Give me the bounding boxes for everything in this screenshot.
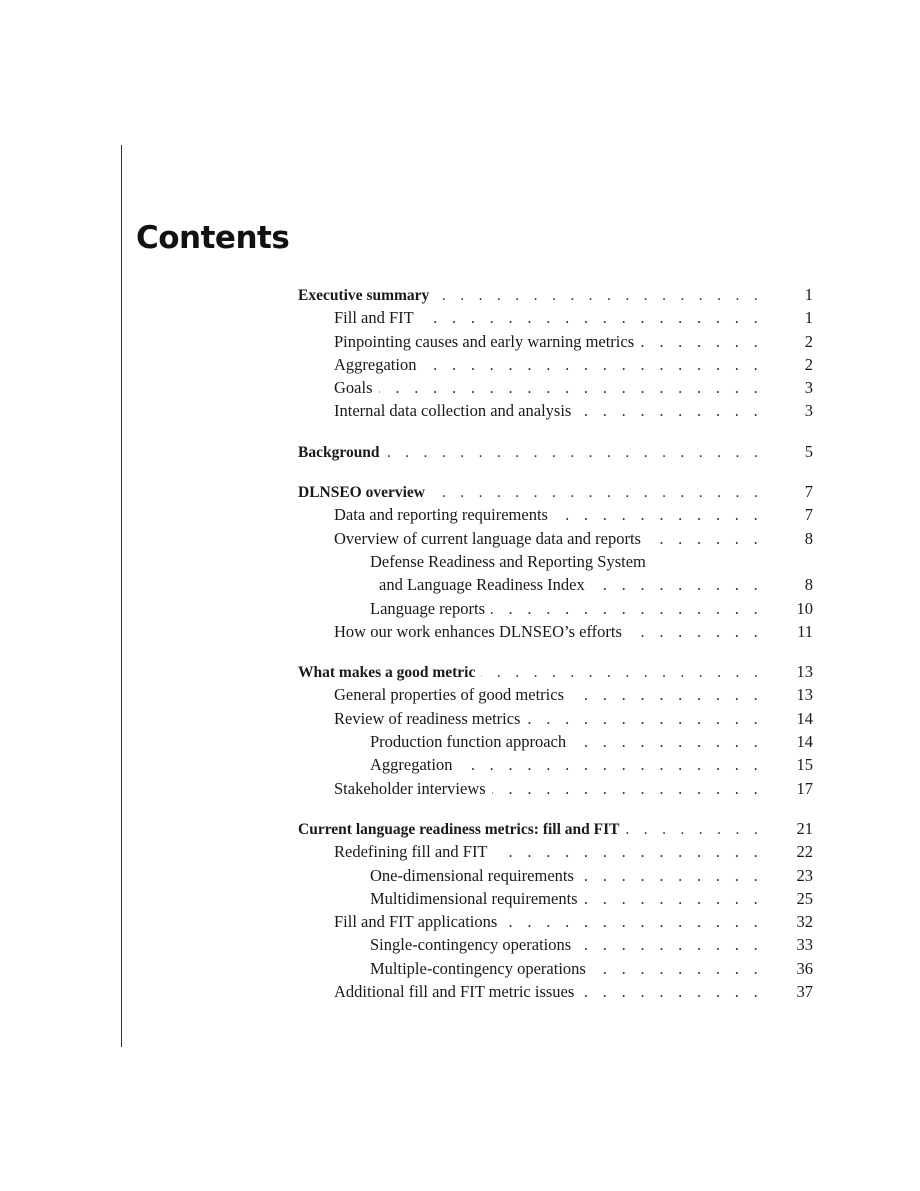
toc-page-number: 11 xyxy=(797,621,813,641)
dot-leader xyxy=(570,683,763,706)
toc-page-number: 5 xyxy=(804,441,813,461)
toc-entry-title: One-dimensional requirements xyxy=(370,865,574,885)
toc-entry-title: Language reports xyxy=(370,598,485,618)
toc-entry-title: What makes a good metric xyxy=(298,664,476,682)
dot-leader xyxy=(580,980,763,1003)
dot-leader xyxy=(422,353,763,376)
toc-entry-language-reports[interactable] xyxy=(298,597,813,620)
toc-entry-title: Defense Readiness and Reporting System xyxy=(370,551,646,571)
toc-entry-title: Executive summary xyxy=(298,287,430,304)
toc-entry-current-metrics[interactable] xyxy=(298,817,813,840)
dot-leader xyxy=(503,910,763,933)
toc-entry-title: Multiple-contingency operations xyxy=(370,958,586,978)
toc-entry-title: Single-contingency operations xyxy=(370,935,572,955)
toc-page-number: 3 xyxy=(804,401,813,421)
toc-page-number: 13 xyxy=(796,685,813,705)
toc-entry-title: Overview of current language data and reports xyxy=(334,528,641,548)
toc-page-number: 8 xyxy=(804,575,813,595)
toc-entry-title: Background xyxy=(298,443,380,461)
toc-page-number: 1 xyxy=(804,285,813,304)
toc-entry-background[interactable] xyxy=(298,440,813,463)
toc-entry-fill-and-fit[interactable] xyxy=(298,306,813,329)
toc-entry-dlnseo-overview[interactable] xyxy=(298,480,813,503)
toc-entry-fill-fit-applications[interactable] xyxy=(298,910,813,933)
toc-entry-title: Multidimensional requirements xyxy=(370,888,578,908)
toc-entry-production-function[interactable] xyxy=(298,730,813,753)
toc-entry-pinpointing-causes[interactable] xyxy=(298,330,813,353)
margin-rule xyxy=(121,145,122,1047)
dot-leader xyxy=(458,753,763,776)
toc-entry-additional-issues[interactable] xyxy=(298,980,813,1003)
toc-entry-title: Fill and FIT xyxy=(334,308,414,328)
toc-section-good-metric xyxy=(298,660,813,800)
toc-entry-title: Goals xyxy=(334,378,373,398)
toc-entry-stakeholder-interviews[interactable] xyxy=(298,777,813,800)
toc-page-number: 2 xyxy=(804,331,813,351)
toc-entry-title: Stakeholder interviews xyxy=(334,778,486,798)
toc-entry-goals[interactable] xyxy=(298,376,813,399)
toc-entry-title: and Language Readiness Index xyxy=(379,575,585,595)
dot-leader xyxy=(431,481,763,504)
toc-entry-title: Aggregation xyxy=(370,755,453,775)
toc-page-number: 3 xyxy=(804,378,813,398)
dot-leader xyxy=(554,503,763,526)
dot-leader xyxy=(435,284,763,307)
dot-leader xyxy=(577,399,763,422)
toc-page-number: 21 xyxy=(796,818,813,838)
toc-page-number: 23 xyxy=(796,865,813,885)
toc-page-number: 22 xyxy=(796,842,813,862)
toc-entry-title: Current language readiness metrics: fill and FIT xyxy=(298,820,620,838)
toc-entry-title: DLNSEO overview xyxy=(298,484,426,502)
toc-page-number: 25 xyxy=(796,888,813,908)
dot-leader xyxy=(577,933,763,956)
toc-entry-title: Fill and FIT applications xyxy=(334,912,498,932)
toc-entry-title: Aggregation xyxy=(334,354,417,374)
toc-entry-defense-readiness[interactable] xyxy=(298,550,813,573)
toc-page-number: 17 xyxy=(796,778,813,798)
toc-page-number: 2 xyxy=(804,354,813,374)
toc-section-background xyxy=(298,440,813,463)
dot-leader xyxy=(647,527,763,550)
toc-entry-redefining-fill-fit[interactable] xyxy=(298,840,813,863)
toc-page-number: 7 xyxy=(804,505,813,525)
toc-page-number: 8 xyxy=(804,528,813,548)
toc-entry-aggregation-sub[interactable] xyxy=(298,753,813,776)
toc-section-current-metrics xyxy=(298,817,813,1003)
dot-leader xyxy=(591,573,763,596)
toc-page-number: 15 xyxy=(796,755,813,775)
dot-leader xyxy=(420,306,763,329)
toc-entry-single-contingency[interactable] xyxy=(298,933,813,956)
toc-entry-title: Pinpointing causes and early warning metrics xyxy=(334,331,635,351)
toc-page-number: 14 xyxy=(796,708,813,728)
dot-leader xyxy=(379,376,764,399)
toc-entry-overview-language-data[interactable] xyxy=(298,527,813,550)
dot-leader xyxy=(584,887,763,910)
toc-entry-how-our-work-enhances[interactable] xyxy=(298,620,813,643)
toc-page-number: 1 xyxy=(804,308,813,328)
toc-entry-title: Additional fill and FIT metric issues xyxy=(334,982,575,1002)
toc-entry-internal-data-collection[interactable] xyxy=(298,399,813,422)
toc-page-number: 37 xyxy=(796,982,813,1002)
toc-entry-title: Data and reporting requirements xyxy=(334,505,548,525)
toc-page-number: 36 xyxy=(796,958,813,978)
toc-entry-language-readiness-index[interactable] xyxy=(298,573,813,596)
toc-page-number: 33 xyxy=(796,935,813,955)
dot-leader xyxy=(494,840,763,863)
dot-leader xyxy=(492,777,763,800)
toc-entry-good-metric[interactable] xyxy=(298,660,813,683)
toc-page-number: 32 xyxy=(796,912,813,932)
toc-entry-aggregation[interactable] xyxy=(298,353,813,376)
toc-entry-data-and-reporting[interactable] xyxy=(298,503,813,526)
toc-entry-title: General properties of good metrics xyxy=(334,685,565,705)
toc-entry-one-dimensional[interactable] xyxy=(298,864,813,887)
page-title: Contents xyxy=(136,220,290,256)
dot-leader xyxy=(572,730,763,753)
table-of-contents xyxy=(298,283,813,1020)
toc-entry-executive-summary[interactable] xyxy=(298,283,813,306)
toc-page-number: 13 xyxy=(796,662,813,682)
dot-leader xyxy=(386,441,763,464)
dot-leader xyxy=(580,864,763,887)
toc-entry-title: Production function approach xyxy=(370,732,567,752)
toc-page-number: 14 xyxy=(796,732,813,752)
toc-entry-general-properties[interactable] xyxy=(298,683,813,706)
toc-section-dlnseo-overview xyxy=(298,480,813,643)
toc-page-number: 10 xyxy=(796,598,813,618)
toc-entry-title: Internal data collection and analysis xyxy=(334,401,572,421)
dot-leader xyxy=(491,597,763,620)
toc-entry-multidimensional[interactable] xyxy=(298,887,813,910)
dot-leader xyxy=(640,330,763,353)
toc-entry-title: How our work enhances DLNSEO’s efforts xyxy=(334,621,622,641)
dot-leader xyxy=(625,818,763,841)
toc-section-executive-summary xyxy=(298,283,813,423)
dot-leader xyxy=(481,661,763,684)
toc-entry-multiple-contingency[interactable] xyxy=(298,957,813,980)
dot-leader xyxy=(592,957,763,980)
dot-leader xyxy=(526,707,763,730)
dot-leader xyxy=(628,620,763,643)
toc-entry-title: Review of readiness metrics xyxy=(334,708,521,728)
toc-entry-title: Redefining fill and FIT xyxy=(334,842,488,862)
toc-entry-review-readiness-metrics[interactable] xyxy=(298,707,813,730)
toc-page-number: 7 xyxy=(804,482,813,502)
